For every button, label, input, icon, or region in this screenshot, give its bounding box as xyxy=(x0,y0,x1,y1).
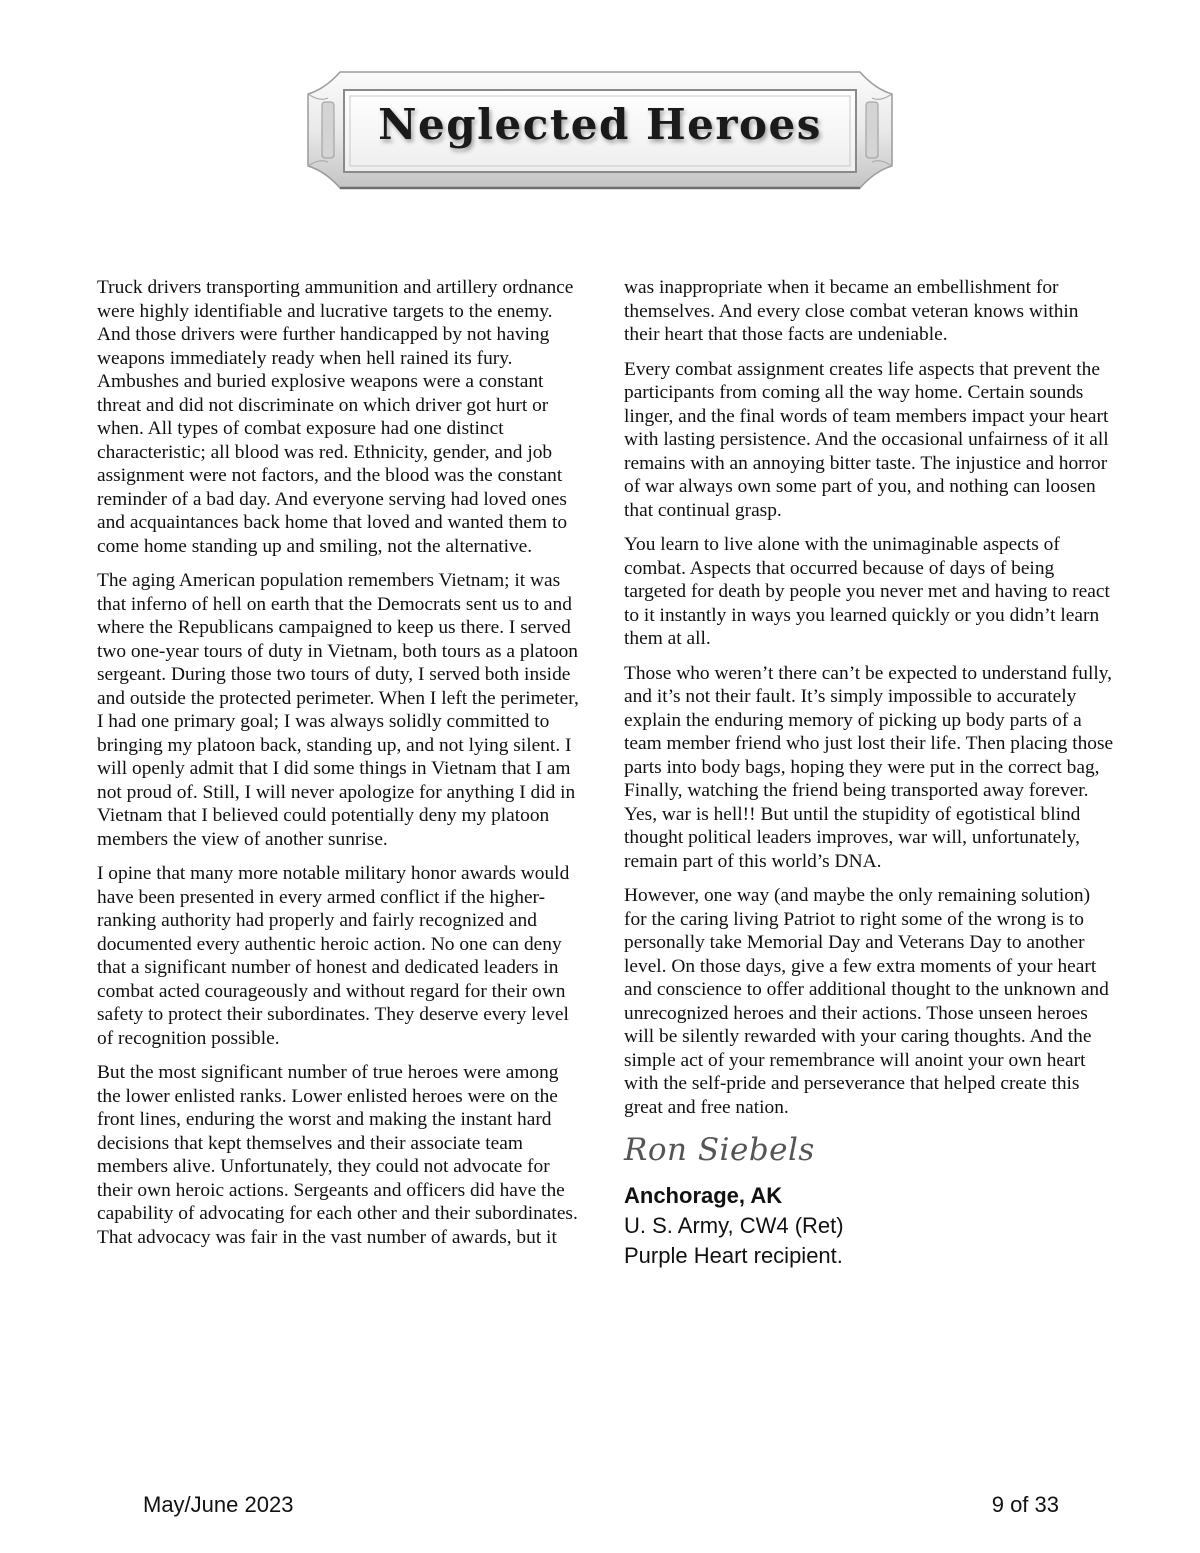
article-column-left xyxy=(97,276,587,1260)
paragraph: The aging American population remembers Vietnam; it was that inferno of hell on earth that the Democrats sent us to and where the Republicans campaigned to keep us there. I served two one-year tours of duty in Vietnam, both tours as a platoon sergeant. During those two tours of duty, I served both inside and outside the protected perimeter. When I left the perimeter, I had one primary goal; I was always solidly committed to bringing my platoon back, standing up, and not lying silent. I will openly admit that I did some things in Vietnam that I am not proud of. Still, I will never apologize for anything I did in Vietnam that I believed could potentially deny my platoon members the view of another sunrise. xyxy=(97,570,579,850)
article-column-right xyxy=(624,276,1114,1271)
paragraph: You learn to live alone with the unimaginable aspects of combat. Aspects that occurred because of days of being targeted for death by people you never met and having to react to it instantly in ways you learned quickly or you didn’t learn them at all. xyxy=(624,534,1110,649)
paragraph: I opine that many more notable military honor awards would have been presented in every armed conflict if the higher-ranking authority had properly and fairly recognized and documented every authentic heroic action. No one can deny that a significant number of honest and dedicated leaders in combat acted courageously and without regard for their own safety to protect their subordinates. They deserve every level of recognition possible. xyxy=(97,863,570,1049)
paragraph: was inappropriate when it became an embellishment for themselves. And every close combat veteran knows within their heart that those facts are undeniable. xyxy=(624,277,1079,345)
author-service: U. S. Army, CW4 (Ret) xyxy=(624,1212,844,1238)
author-bio xyxy=(624,1181,1114,1271)
paragraph: However, one way (and maybe the only remaining solution) for the caring living Patriot to right some of the wrong is to personally take Memorial Day and Veterans Day to another level. On those days, give a few extra moments of your heart and conscience to offer additional thought to the unknown and unrecognized heroes and their actions. Those unseen heroes will be silently rewarded with your caring thoughts. And the simple act of your remembrance will anoint your own heart with the self-pride and perseverance that helped create this great and free nation. xyxy=(624,885,1109,1118)
author-location: Anchorage, AK xyxy=(624,1182,783,1208)
page-title: Neglected Heroes xyxy=(378,100,822,149)
author-signature: Ron Siebels xyxy=(624,1132,815,1168)
author-honor: Purple Heart recipient. xyxy=(624,1242,843,1268)
footer-issue-date: May/June 2023 xyxy=(143,1492,294,1517)
paragraph: But the most significant number of true heroes were among the lower enlisted ranks. Lower enlisted heroes were on the front lines, enduring the worst and making the instant hard decisions that kept themselves and their associate team members alive. Unfortunately, they could not advocate for their own heroic actions. Sergeants and officers did have the capability of advocating for each other and their subordinates. That advocacy was fair in the vast number of awards, but it xyxy=(97,1062,578,1248)
paragraph: Every combat assignment creates life aspects that prevent the participants from coming all the way home. Certain sounds linger, and the final words of team members impact your heart with lasting persistence. And the occasional unfairness of it all remains with an annoying bitter taste. The injustice and horror of war always own some part of you, and nothing can loosen that continual grasp. xyxy=(624,358,1109,521)
paragraph: Those who weren’t there can’t be expected to understand fully, and it’s not their fault. It’s simply impossible to accurately explain the enduring memory of picking up body parts of a team member friend who just lost their life. Then placing those parts into body bags, hoping they were put in the correct bag, Finally, watching the friend being transported away forever. Yes, war is hell!! But until the stupidity of egotistical blind thought political leaders improves, war will, unfortunately, remain part of this world’s DNA. xyxy=(624,662,1114,872)
title-banner xyxy=(300,64,900,196)
footer-page-number: 9 of 33 xyxy=(991,1492,1059,1517)
paragraph: Truck drivers transporting ammunition and artillery ordnance were highly identifiable and lucrative targets to the enemy. And those drivers were further handicapped by not having weapons immediately ready when hell rained its fury. Ambushes and buried explosive weapons were a constant threat and did not discriminate on which driver got hurt or when. All types of combat exposure had one distinct characteristic; all blood was red. Ethnicity, gender, and job assignment were not factors, and the blood was the constant reminder of a bad day. And everyone serving had loved ones and acquaintances back home that loved and wanted them to come home standing up and smiling, not the alternative. xyxy=(97,277,574,557)
